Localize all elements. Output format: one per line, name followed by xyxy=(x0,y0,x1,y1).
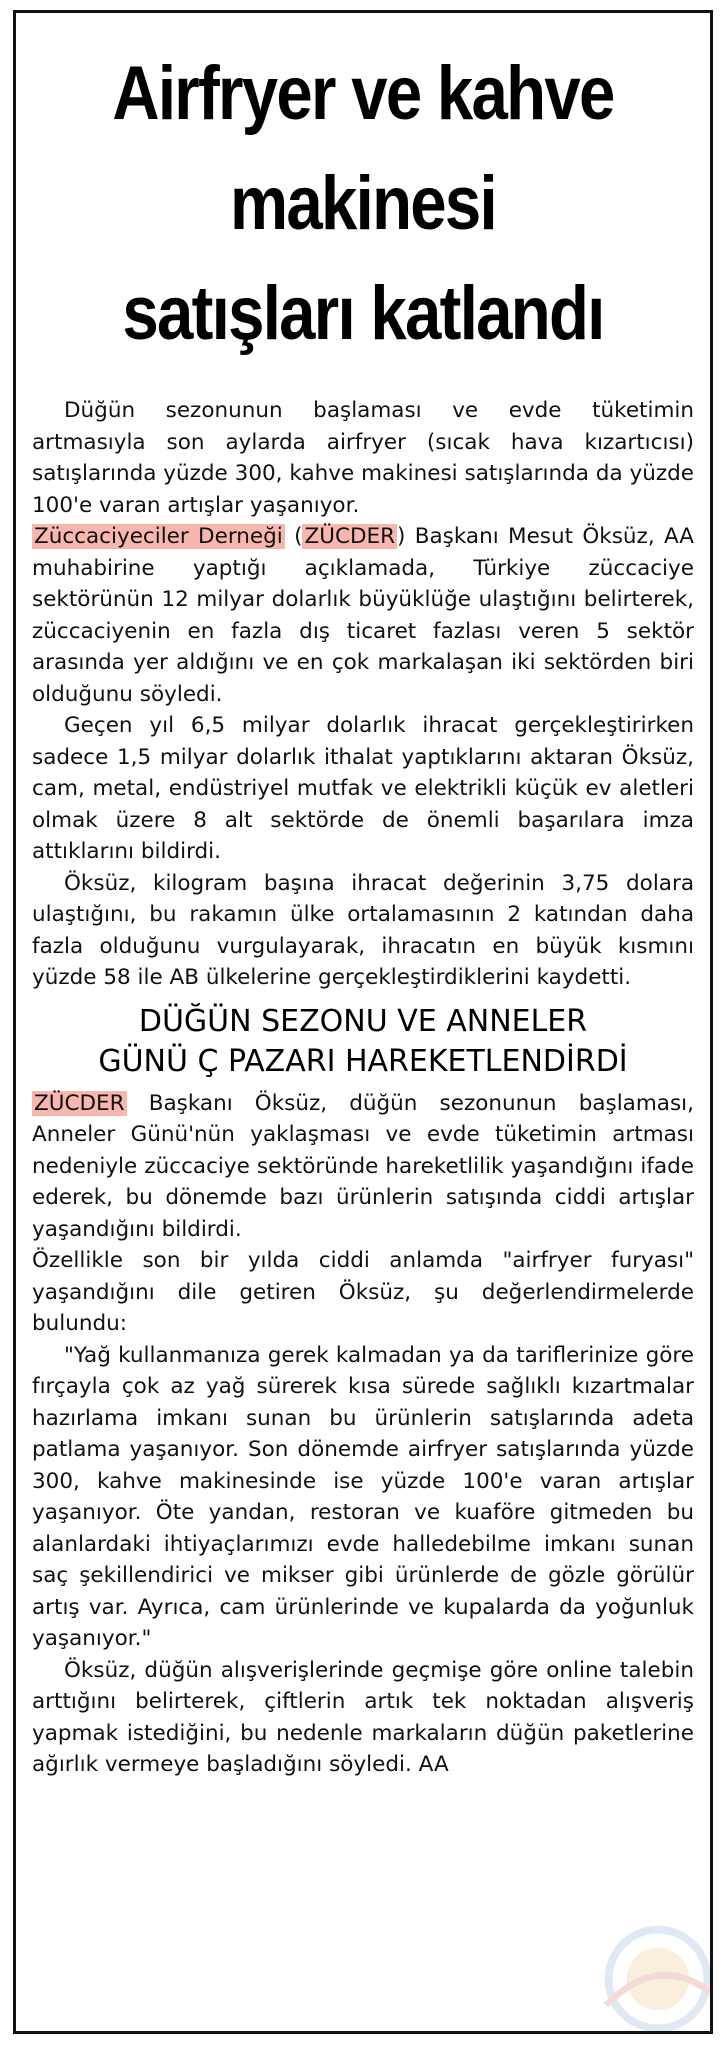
headline-line-3: satışları katlandı xyxy=(122,271,604,356)
headline xyxy=(78,39,647,369)
highlight-abbreviation-2: ZÜCDER xyxy=(34,1090,125,1116)
highlight-abbreviation: ZÜCDER xyxy=(304,524,396,549)
headline-line-1: Airfryer ve kahve xyxy=(112,51,614,136)
highlight-org-name: Züccaciyeciler Derneği xyxy=(34,524,283,549)
paragraph-5-text: Başkanı Öksüz, düğün sezonunun başlaması, Anneler Günü'nün yaklaşması ve evde tüketimin artması nedeniyle züccaciye sektöründe hareketlilik yaşandığını ifade ederek, bu dönemde bazı ürünlerin satışında ciddi artışlar yaşandığını bildirdi. xyxy=(32,1090,694,1242)
paragraph-2 xyxy=(32,521,694,710)
publisher-logo-watermark-icon xyxy=(580,1901,710,2031)
subheading xyxy=(32,1002,694,1082)
subheading-line-1: DÜĞÜN SEZONU VE ANNELER xyxy=(138,1003,588,1039)
paragraph-1: Düğün sezonunun başlaması ve evde tüketimin artmasıyla son aylarda airfryer (sıcak hava kızartıcısı) satışlarında yüzde 300, kahve makinesi satışlarında da yüzde 100'e varan artışlar yaşanıyor. xyxy=(32,398,694,518)
headline-line-2: makinesi xyxy=(229,161,497,246)
paragraph-4: Öksüz, kilogram başına ihracat değerinin 3,75 dolara ulaştığını, bu rakamın ülke ortalamasının 2 katından daha fazla olduğunu vurgulayarak, ihracatın en büyük kısmını yüzde 58 ile AB ülkelerine gerçekleştirdiklerini kaydetti. xyxy=(32,870,694,990)
paragraph-7-quote: "Yağ kullanmanıza gerek kalmadan ya da tariflerinize göre fırçayla çok az yağ sürerek kısa sürede sağlıklı kızartmalar hazırlama imkanı sunan bu ürünlerin satışlarında adeta patlama yaşanıyor. Son dönemde airfryer satışlarında yüzde 300, kahve makinesinde ise yüzde 100'e varan artışlar yaşanıyor. Öte yandan, restoran ve kuaföre gitmeden bu alanlardaki ihtiyaçlarımızı evde halledebilme imkanı sunan saç şekillendirici ve mikser gibi ürünlerde de gözle görülür artış var. Ayrıca, cam ürünlerinde ve kupalarda da yoğunluk yaşanıyor." xyxy=(32,1342,694,1651)
paragraph-8: Öksüz, düğün alışverişlerinde geçmişe göre online talebin arttığını belirterek, çiftlerin artık tek noktadan alışveriş yapmak istediğini, bu nedenle markaların düğün paketlerine ağırlık vermeye başladığını söyledi. AA xyxy=(32,1657,694,1777)
paragraph-2-open: ( xyxy=(284,524,303,549)
paragraph-5 xyxy=(32,1088,694,1246)
subheading-line-2: GÜNÜ Ç PAZARI HAREKETLENDİRDİ xyxy=(98,1043,628,1079)
paragraph-2-text: ) Başkanı Mesut Öksüz, AA muhabirine yaptığı açıklamada, Türkiye züccaciye sektörünün 12 milyar dolarlık büyüklüğe ulaştığını belirterek, züccaciyenin en fazla dış ticaret fazlası veren 5 sektör arasında yer aldığını ve en çok markalaşan iki sektörden biri olduğunu söyledi. xyxy=(32,524,694,707)
paragraph-3: Geçen yıl 6,5 milyar dolarlık ihracat gerçekleştirirken sadece 1,5 milyar dolarlık ithalat yaptıklarını aktaran Öksüz, cam, metal, endüstriyel mutfak ve elektrikli küçük ev aletleri olmak üzere 8 alt sektörde de önemli başarılara imza attıklarını bildirdi. xyxy=(32,713,694,864)
paragraph-6: Özellikle son bir yılda ciddi anlamda "airfryer furyası" yaşandığını dile getiren Öksüz, şu değerlendirmelerde bulundu: xyxy=(32,1248,694,1336)
article-frame xyxy=(13,10,713,2034)
